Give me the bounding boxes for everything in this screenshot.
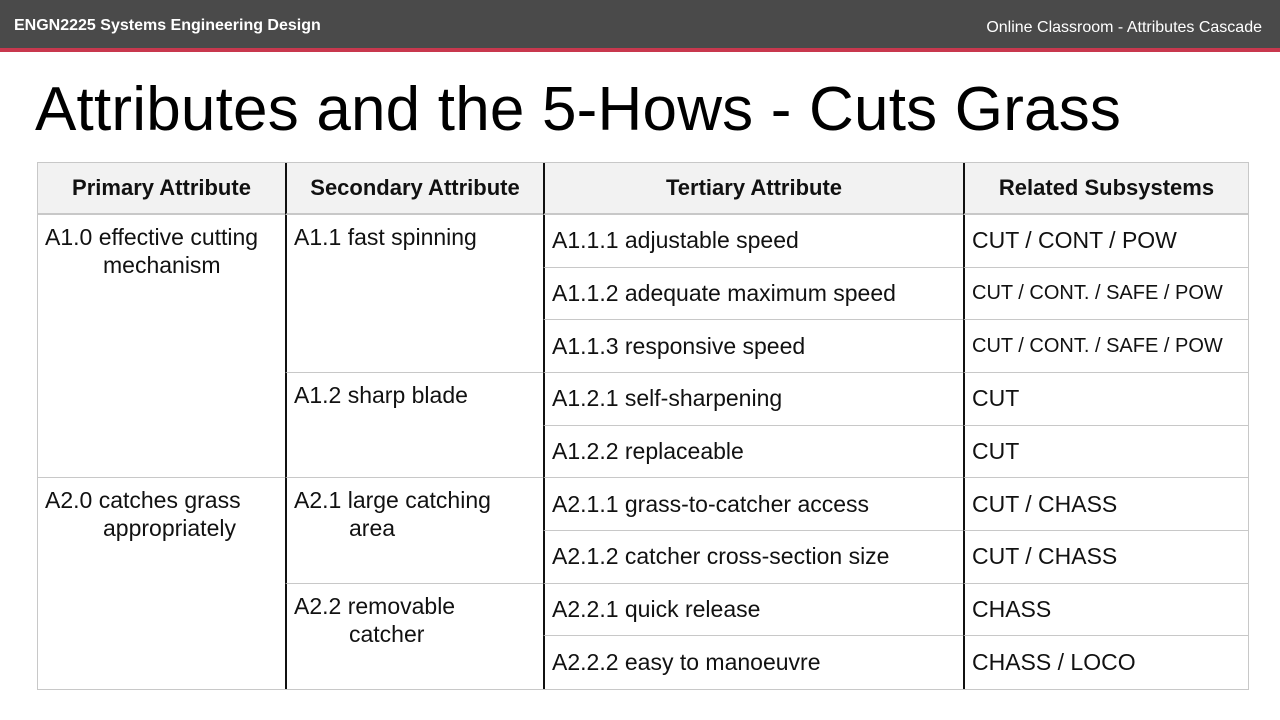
tertiary-attribute: A2.2.1 quick release	[543, 584, 963, 637]
session-title: Online Classroom - Attributes Cascade	[986, 19, 1262, 36]
attributes-table	[37, 162, 1249, 690]
secondary-attribute-line: A2.2 removable	[294, 592, 456, 619]
tertiary-attribute: A1.2.2 replaceable	[543, 426, 963, 479]
course-title: ENGN2225 Systems Engineering Design	[14, 17, 321, 34]
tertiary-attribute: A2.1.1 grass-to-catcher access	[543, 478, 963, 531]
secondary-attribute-a2-1	[285, 478, 543, 583]
header-accent-line	[0, 48, 1280, 52]
column-header-tertiary: Tertiary Attribute	[543, 163, 963, 215]
slide-title: Attributes and the 5-Hows - Cuts Grass	[35, 75, 1122, 144]
related-subsystems: CUT / CHASS	[963, 478, 1248, 531]
primary-attribute-line: mechanism	[103, 252, 221, 278]
tertiary-attribute: A1.1.2 adequate maximum speed	[543, 268, 963, 321]
related-subsystems: CUT / CONT / POW	[963, 215, 1248, 268]
related-subsystems: CUT	[963, 426, 1248, 479]
related-subsystems: CHASS / LOCO	[963, 636, 1248, 689]
secondary-attribute-line: area	[349, 515, 396, 542]
column-header-primary: Primary Attribute	[38, 163, 285, 215]
primary-attribute-line: A1.0 effective cutting	[45, 224, 259, 250]
secondary-attribute-line: A1.1 fast spinning	[294, 224, 477, 250]
secondary-attribute-a2-2	[285, 584, 543, 689]
related-subsystems: CUT / CONT. / SAFE / POW	[963, 268, 1248, 321]
tertiary-attribute: A1.2.1 self-sharpening	[543, 373, 963, 426]
secondary-attribute-line: A1.2 sharp blade	[294, 382, 468, 408]
primary-attribute-a2	[38, 478, 285, 689]
related-subsystems: CHASS	[963, 584, 1248, 637]
secondary-attribute-a1-1	[285, 215, 543, 373]
related-subsystems: CUT / CHASS	[963, 531, 1248, 584]
primary-attribute-line: A2.0 catches grass	[45, 487, 241, 514]
column-header-subsystems: Related Subsystems	[963, 163, 1248, 215]
secondary-attribute-line: catcher	[349, 620, 425, 647]
primary-attribute-a1	[38, 215, 285, 478]
secondary-attribute-line: A2.1 large catching	[294, 487, 491, 514]
secondary-attribute-a1-2	[285, 373, 543, 478]
tertiary-attribute: A2.2.2 easy to manoeuvre	[543, 636, 963, 689]
related-subsystems: CUT	[963, 373, 1248, 426]
related-subsystems: CUT / CONT. / SAFE / POW	[963, 320, 1248, 373]
header-bar	[0, 0, 1280, 48]
column-header-secondary: Secondary Attribute	[285, 163, 543, 215]
tertiary-attribute: A1.1.1 adjustable speed	[543, 215, 963, 268]
tertiary-attribute: A2.1.2 catcher cross-section size	[543, 531, 963, 584]
primary-attribute-line: appropriately	[103, 515, 236, 542]
tertiary-attribute: A1.1.3 responsive speed	[543, 320, 963, 373]
